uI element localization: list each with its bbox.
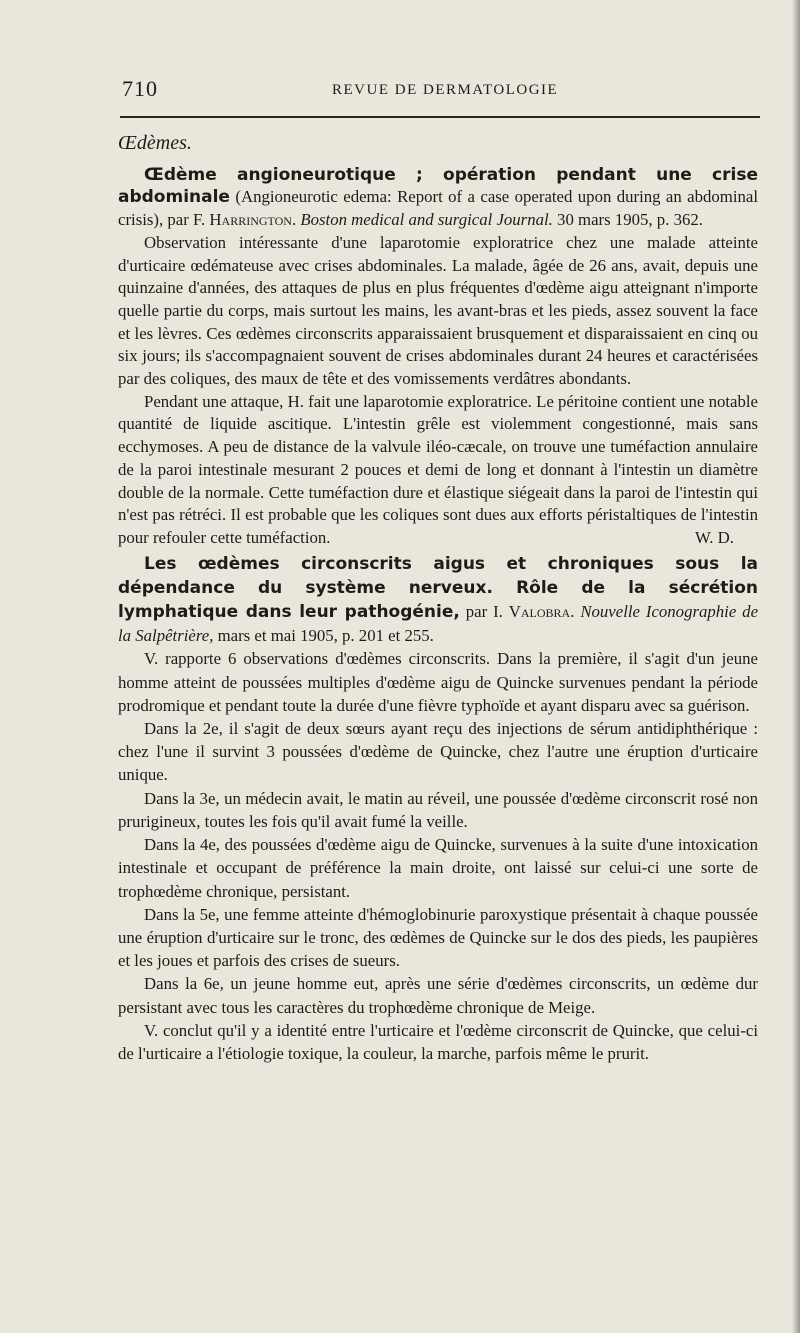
article-circumscribed-edemas: [118, 552, 758, 1065]
page-header: [0, 70, 800, 104]
reference-separator: .: [291, 210, 301, 230]
article-reference: [118, 164, 758, 232]
body-paragraph: Observation intéressante d'une laparotomie exploratrice chez une malade atteinte d'urticaire œdémateuse avec crises abdominales. La malade, âgée de 26 ans, avait, depuis une quinzaine d'années, des attaques de plus en plus fréquentes d'œdème aigu atteignant n'importe quelle partie du corps, mais surtout les mains, les avant-bras et les pieds, assez souvent la face et les lèvres. Ces œdèmes circonscrits apparaissaient brusquement et disparaissaient en cinq ou six jours; ils s'accompagnaient souvent de crises abdominales durant 24 heures et caractérisées par des coliques, des maux de tête et des vomissements verdâtres abondants.: [118, 232, 758, 389]
page-body: [118, 132, 758, 1065]
header-rule: [120, 116, 760, 118]
article-reference: [118, 552, 758, 648]
body-text: Pendant une attaque, H. fait une laparotomie exploratrice. Le péritoine contient une notable quantité de liquide ascitique. L'intestin grêle est violemment congestionné, mais sans ecchymoses. A peu de distance de la valvule iléo-cæcale, on trouve une tuméfaction annulaire de la paroi intestinale mesurant 2 pouces et demi de long et donnant à l'intestin un diamètre double de la normale. Cette tuméfaction dure et élastique siégeait dans la paroi de l'intestin qui n'est pas rétréci. Il est probable que les coliques sont dues aux efforts péristaltiques de l'intestin pour refouler cette tuméfaction.: [118, 391, 758, 547]
page-edge-shadow: [792, 0, 800, 1333]
article-title: Les œdèmes circonscrits aigus et chroniques sous la dépendance du système nerveux. Rôle de la sécrétion lymphatique dans leur pathogénie,: [118, 553, 758, 623]
body-paragraph: V. rapporte 6 observations d'œdèmes circonscrits. Dans la première, il s'agit d'un jeune homme atteint de poussées multiples d'œdème aigu de Quincke survenues pendant la période prodromique et pendant toute la durée d'une fièvre typhoïde et ayant disparu avec sa guérison.: [118, 649, 758, 715]
reference-text: par I.: [459, 602, 509, 622]
body-paragraph: Dans la 4e, des poussées d'œdème aigu de Quincke, survenues à la suite d'une intoxication intestinale et occupant de préférence la main droite, ont laissé sur celui-ci une sorte de trophœdème chronique, persistant.: [118, 835, 758, 901]
author-name: Valobra: [508, 602, 571, 622]
page-number: 710: [122, 76, 158, 101]
body-paragraph: V. conclut qu'il y a identité entre l'urticaire et l'œdème circonscrit de Quincke, que celui-ci de l'urticaire a l'étiologie toxique, la couleur, la marche, parfois même le prurit.: [118, 1020, 758, 1063]
reference-text: (Angioneurotic edema: Report of a case operated upon during an abdominal crisis), par F.: [118, 187, 758, 230]
author-name: Harrington: [209, 210, 292, 230]
section-title: Œdèmes.: [118, 132, 192, 154]
reference-date: mars et mai 1905, p. 201 et 255.: [213, 626, 434, 646]
running-title: REVUE DE DERMATOLOGIE: [332, 82, 559, 98]
body-paragraph: Dans la 3e, un médecin avait, le matin au réveil, une poussée d'œdème circonscrit rosé non pruriginеux, toutes les fois qu'il avait fumé la veille.: [118, 788, 758, 831]
journal-name: Nouvelle Iconographie de la Salpêtrière,: [118, 602, 759, 646]
article-angioneurotic-edema: [118, 164, 758, 550]
body-paragraph: Dans la 2e, il s'agit de deux sœurs ayant reçu des injections de sérum antidiphthérique : chez l'une il survint 3 poussées d'œdème de Quincke, chez l'autre une éruption d'urticaire unique.: [118, 719, 758, 785]
reference-date: 30 mars 1905, p. 362.: [552, 210, 703, 230]
journal-name: Boston medical and surgical Journal.: [300, 210, 553, 230]
reviewer-initials: W. D.: [694, 527, 734, 547]
body-paragraph: Dans la 6e, un jeune homme eut, après une série d'œdèmes circonscrits, un œdème dur persistant avec tous les caractères du trophœdème chronique de Meige.: [118, 974, 758, 1017]
body-paragraph: [118, 391, 758, 550]
article-title: Œdème angioneurotique ; opération pendant une crise abdominale: [118, 164, 758, 208]
body-paragraph: Dans la 5e, une femme atteinte d'hémoglobinurie paroxystique présentait à chaque poussée une éruption d'urticaire sur le tronc, des œdèmes de Quincke sur le dos des pieds, les paupières et les joues et parfois des crises de sueurs.: [118, 904, 758, 971]
reference-separator: .: [570, 602, 581, 622]
